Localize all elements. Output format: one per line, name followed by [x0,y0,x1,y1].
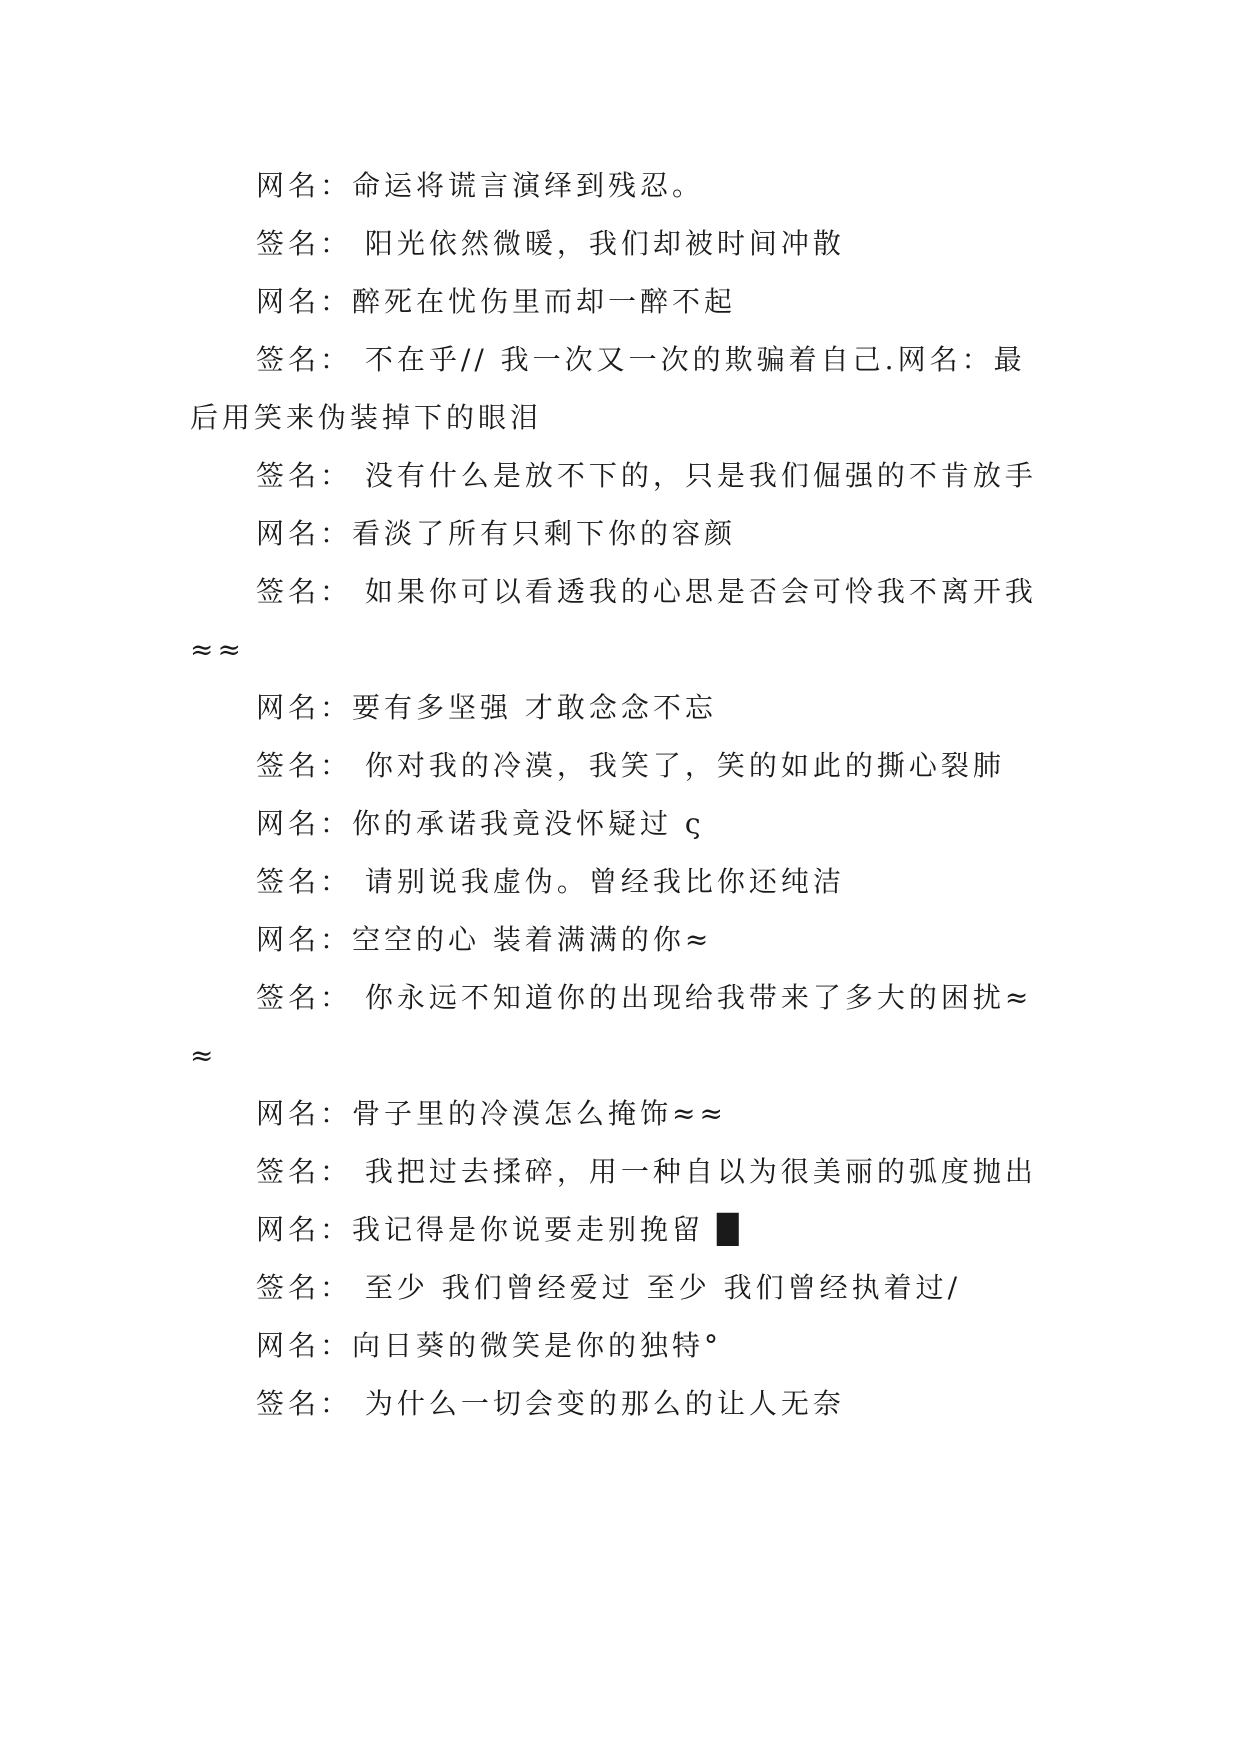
document-body [190,157,1052,1433]
paragraph-2: 签名： 阳光依然微暖，我们却被时间冲散 [256,227,845,260]
paragraph-8: 网名：要有多坚强 才敢念念不忘 [256,691,717,724]
paragraph-1: 网名：命运将谎言演绎到残忍。 [256,169,705,202]
paragraph-16: 网名：我记得是你说要走别挽留 █ [256,1213,743,1246]
paragraph-17: 签名： 至少 我们曾经爱过 至少 我们曾经执着过/ [256,1271,962,1304]
paragraph-13: 签名： 你永远不知道你的出现给我带来了多大的困扰≈≈ [190,981,1033,1072]
paragraph-10: 网名：你的承诺我竟没怀疑过 ς [256,807,705,840]
paragraph-3: 网名：醉死在忧伤里而却一醉不起 [256,285,737,318]
paragraph-14: 网名：骨子里的冷漠怎么掩饰≈≈ [256,1097,727,1130]
paragraph-11: 签名： 请别说我虚伪。曾经我比你还纯洁 [256,865,845,898]
paragraph-19: 签名： 为什么一切会变的那么的让人无奈 [256,1387,845,1420]
paragraph-4: 签名： 不在乎// 我一次又一次的欺骗着自己.网名：最后用笑来伪装掉下的眼泪 [190,343,1026,434]
paragraph-12: 网名：空空的心 装着满满的你≈ [256,923,713,956]
paragraph-9: 签名： 你对我的冷漠，我笑了，笑的如此的撕心裂肺 [256,749,1005,782]
paragraph-6: 网名：看淡了所有只剩下你的容颜 [256,517,737,550]
paragraph-5: 签名： 没有什么是放不下的，只是我们倔强的不肯放手 [256,459,1037,492]
paragraph-7: 签名： 如果你可以看透我的心思是否会可怜我不离开我 ≈≈ [190,575,1037,666]
paragraph-18: 网名：向日葵的微笑是你的独特° [256,1329,723,1362]
paragraph-15: 签名： 我把过去揉碎，用一种自以为很美丽的弧度抛出 [256,1155,1037,1188]
